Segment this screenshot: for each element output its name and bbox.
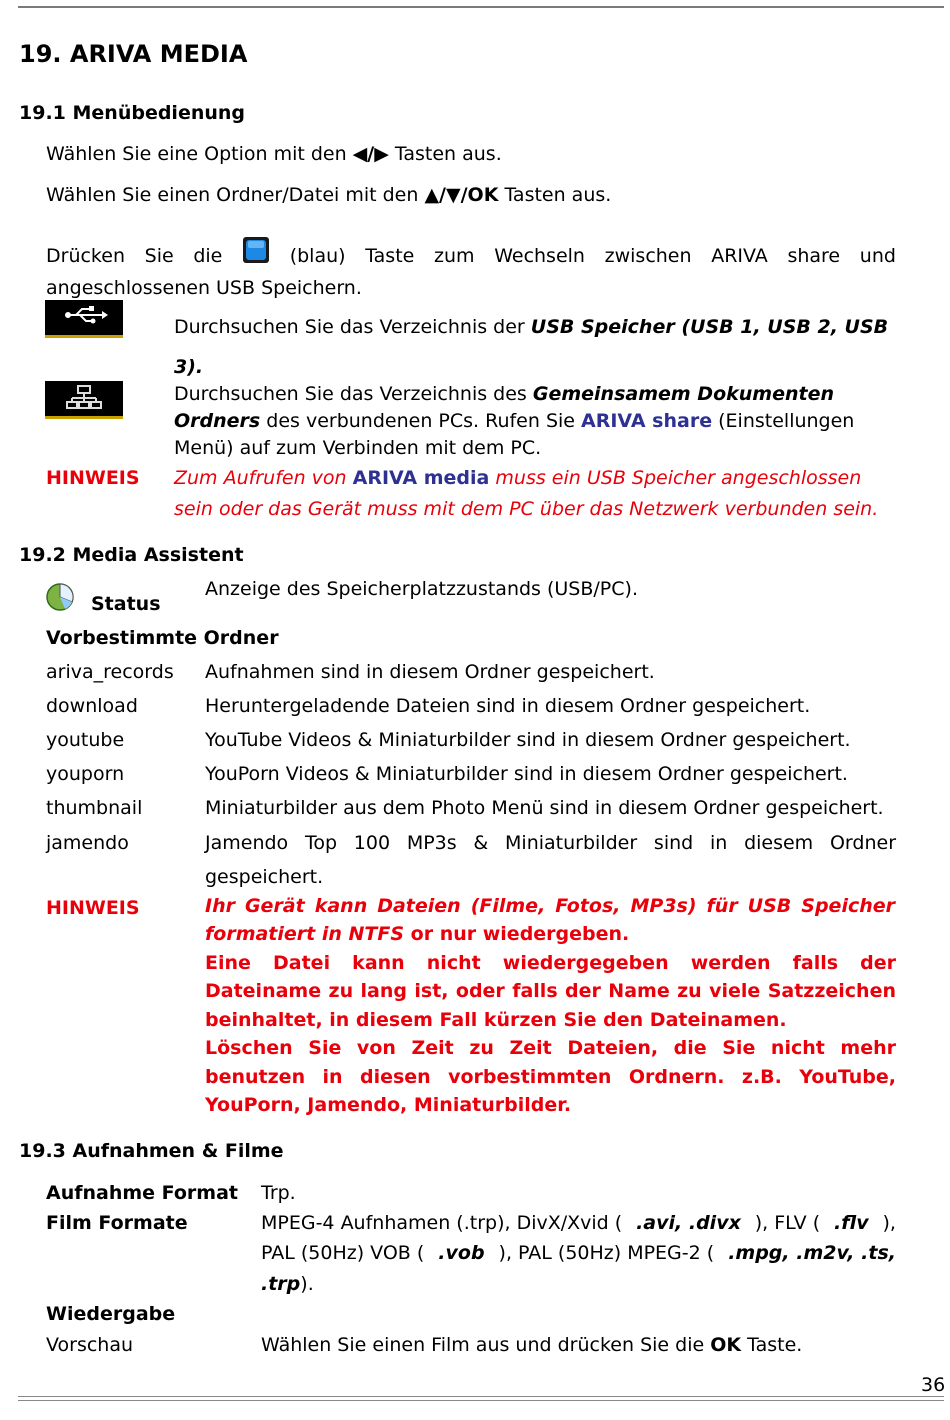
folder-name: thumbnail: [46, 797, 143, 819]
folder-description-cont: gespeichert.: [205, 866, 324, 888]
film-formats-line-1: [261, 1212, 896, 1234]
word: zum: [434, 245, 475, 267]
note-delete-line-1: Löschen Sie von Zeit zu Zeit Dateien, die Sie nicht mehr: [205, 1037, 896, 1059]
instruction-text: Wählen Sie einen Ordner/Datei mit den: [46, 184, 425, 206]
film-text: ).: [300, 1273, 314, 1295]
usb-icon: [45, 300, 123, 338]
folder-description: Heruntergeladende Dateien sind in diesem Ordner gespeichert.: [205, 695, 811, 717]
note-ntfs-line-1: Ihr Gerät kann Dateien (Filme, Fotos, MP3s) für USB Speicher: [205, 895, 895, 917]
film-text: PAL (50Hz) VOB (: [261, 1242, 425, 1264]
top-rule: [18, 6, 944, 8]
folder-name: youtube: [46, 729, 125, 751]
page-number: 36: [921, 1374, 946, 1396]
note-label: HINWEIS: [46, 897, 140, 919]
ok-key: OK: [710, 1334, 742, 1356]
film-text: ), FLV (: [754, 1212, 821, 1234]
up-down-arrows-icon: ▲/▼/: [424, 184, 468, 206]
film-ext: .trp: [261, 1273, 301, 1295]
subsection-heading-19-1: 19.1 Menübedienung: [19, 102, 246, 124]
ariva-share-link: ARIVA share: [581, 410, 713, 432]
film-text: MPEG-4 Aufnhamen (.trp), DivX/Xvid (: [261, 1212, 623, 1234]
folder-description: YouTube Videos & Miniaturbilder sind in diesem Ordner gespeichert.: [205, 729, 851, 751]
folder-name: youporn: [46, 763, 125, 785]
film-text: ), PAL (50Hz) MPEG-2 (: [498, 1242, 715, 1264]
status-description: Anzeige des Speicherplatzzustands (USB/PC).: [205, 578, 638, 600]
folder-name: ariva_records: [46, 661, 174, 683]
folder-description: Aufnahmen sind in diesem Ordner gespeichert.: [205, 661, 655, 683]
note-label: HINWEIS: [46, 467, 140, 489]
network-description-1: [174, 383, 834, 405]
preview-text: Wählen Sie einen Film aus und drücken Sie die: [261, 1334, 711, 1356]
film-text: ),: [882, 1212, 896, 1234]
note-filename-line-3: beinhaltet, in diesem Fall kürzen Sie den Dateinamen.: [205, 1009, 787, 1031]
ntfs-text: formatiert in NTFS: [205, 923, 405, 945]
preview-text: Taste.: [741, 1334, 803, 1356]
network-description-2: [174, 410, 854, 432]
word: und: [859, 245, 896, 267]
word: Taste: [365, 245, 415, 267]
usb-description: [174, 316, 888, 338]
record-format-value: Trp.: [261, 1182, 296, 1204]
subsection-heading-19-3: 19.3 Aufnahmen & Filme: [19, 1140, 284, 1162]
network-description-3: Menü) auf zum Verbinden mit dem PC.: [174, 437, 542, 459]
record-format-label: Aufnahme Format: [46, 1182, 239, 1204]
folder-description: Jamendo Top 100 MP3s & Miniaturbilder sind in diesem Ordner: [205, 832, 896, 854]
note-line-2: sein oder das Gerät muss mit dem PC über das Netzwerk verbunden sein.: [174, 498, 879, 520]
blue-key-line: [46, 242, 896, 270]
note-filename-line-2: Dateiname zu lang ist, oder falls der Name zu viele Satzzeichen: [205, 980, 896, 1002]
note-filename-line-1: Eine Datei kann nicht wiedergegeben werden falls der: [205, 952, 896, 974]
left-right-arrows-icon: ◀/▶: [352, 143, 389, 165]
network-text: des verbundenen PCs. Rufen Sie: [260, 410, 582, 432]
network-icon: [45, 381, 123, 419]
instruction-line-1: [46, 143, 502, 165]
film-ext: .vob: [438, 1242, 485, 1264]
note-line-1: [174, 467, 861, 489]
film-formats-line-3: [261, 1273, 314, 1295]
instruction-text: Tasten aus.: [388, 143, 502, 165]
note-delete-line-3: YouPorn, Jamendo, Miniaturbilder.: [205, 1094, 572, 1116]
blue-key-line-2: angeschlossenen USB Speichern.: [46, 277, 362, 299]
word: zwischen: [604, 245, 692, 267]
film-formats-line-2: [261, 1242, 896, 1264]
network-text: Durchsuchen Sie das Verzeichnis des: [174, 383, 533, 405]
instruction-text: Wählen Sie eine Option mit den: [46, 143, 353, 165]
word: (blau): [289, 245, 346, 267]
preview-description: [261, 1334, 802, 1356]
preview-label: Vorschau: [46, 1334, 134, 1356]
word: share: [787, 245, 841, 267]
folders-heading: Vorbestimmte Ordner: [46, 627, 279, 649]
film-ext: .mpg, .m2v, .ts,: [728, 1242, 896, 1264]
playback-heading: Wiedergabe: [46, 1303, 176, 1325]
note-delete-line-2: benutzen in diesen vorbestimmten Ordnern. z.B. YouTube,: [205, 1066, 896, 1088]
note-text: Zum Aufrufen von: [174, 467, 353, 489]
usb-description-end: 3).: [174, 356, 204, 378]
film-formats-label: Film Formate: [46, 1212, 188, 1234]
status-label: Status: [91, 593, 161, 615]
note-text: muss ein USB Speicher angeschlossen: [489, 467, 862, 489]
blue-key-icon: [242, 236, 270, 264]
folder-description: YouPorn Videos & Miniaturbilder sind in diesem Ordner gespeichert.: [205, 763, 848, 785]
usb-devices: USB Speicher (USB 1, USB 2, USB: [530, 316, 889, 338]
instruction-line-2: [46, 184, 611, 206]
section-title: 19. ARIVA MEDIA: [19, 40, 248, 68]
film-ext: .avi, .divx: [636, 1212, 741, 1234]
folder-word: Ordners: [174, 410, 261, 432]
film-ext: .flv: [834, 1212, 869, 1234]
storage-status-icon: [45, 582, 77, 617]
folder-name: download: [46, 695, 138, 717]
word: ARIVA: [711, 245, 768, 267]
word: Drücken: [46, 245, 125, 267]
word: Wechseln: [494, 245, 585, 267]
shared-documents: Gemeinsamem Dokumenten: [532, 383, 834, 405]
word: die: [193, 245, 223, 267]
folder-description: Miniaturbilder aus dem Photo Menü sind in diesem Ordner gespeichert.: [205, 797, 884, 819]
note-text: or nur wiedergeben.: [404, 923, 630, 945]
instruction-text: Tasten aus.: [498, 184, 612, 206]
bottom-rule: [18, 1396, 944, 1401]
subsection-heading-19-2: 19.2 Media Assistent: [19, 544, 244, 566]
network-text: (Einstellungen: [712, 410, 855, 432]
folder-name: jamendo: [46, 832, 129, 854]
ariva-media-link: ARIVA media: [352, 467, 490, 489]
ok-key: OK: [467, 184, 499, 206]
word: Sie: [144, 245, 174, 267]
usb-text: Durchsuchen Sie das Verzeichnis der: [174, 316, 531, 338]
note-ntfs-line-2: [205, 923, 629, 945]
